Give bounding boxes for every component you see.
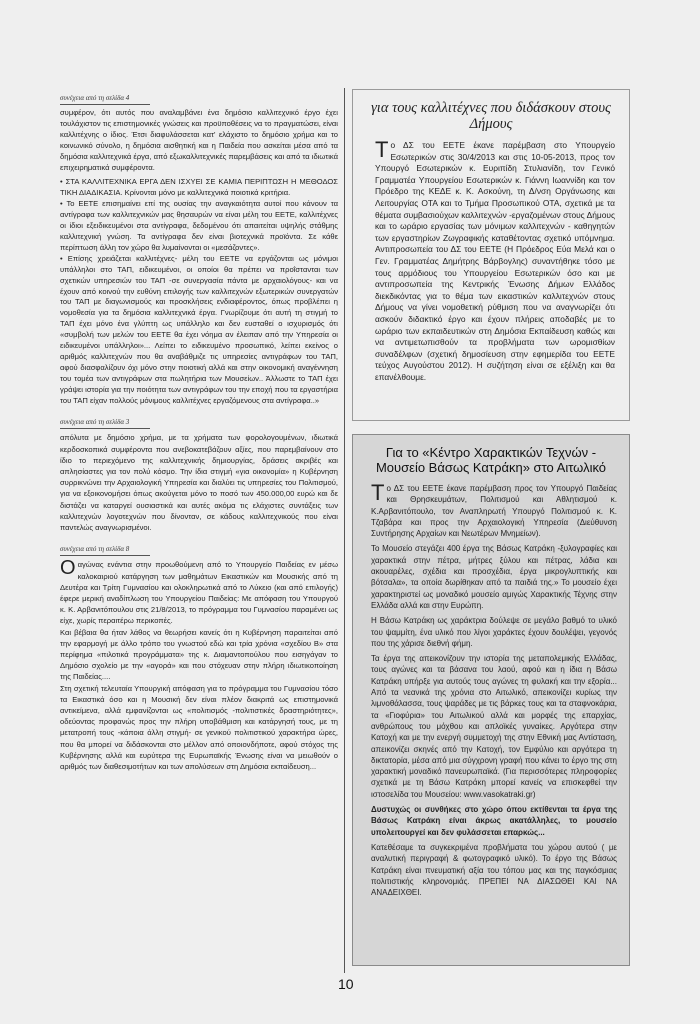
katraki-museum-box: [352, 434, 630, 966]
article2-paragraph: απόλυτα με δημόσιο χρήμα, με τα χρήματα των φορολογουμένων, ιδιωτικά κερδοσκοπικά συμφέροντα που ανεβοκατεβάζουν αξίες, που παρεμβαίνουν στο ίδιο το περιεχόμενο της καλλιτεχνικής δημιουργίας, δράσεις ακριβές και απλησίαστες για τον πολύ κόσμο. Την ίδια στιγμή «για οικονομία» η Κυβέρνηση συρρικνώνει την Αρχαιολογική Υπηρεσία και διαλύει τις υπηρεσίες του Πολιτισμού, για να εξοικονομήσει όπως ακούγεται μόνο το ποσό των 450.000,00 ευρώ και δε διστάζει να καταργεί ουσιαστικά και αυτές ακόμα τις ελάχιστες συντάξεις των καλλιτεχνών λογοτεχνών που δίνονταν, σε κάδους καλλιτεχνικούς που είναι παντελώς αναγνωρισμένοι.: [60, 433, 338, 533]
box-title: για τους καλλιτέχνες που διδάσκουν στους Δήμους: [371, 100, 611, 132]
box-title: Για το «Κέντρο Χαρακτικών Τεχνών - Μουσείο Βάσως Κατράκη» στο Αιτωλικό: [375, 445, 607, 475]
box-paragraph: Κατεθέσαμε τα συγκεκριμένα προβλήματα του χώρου αυτού ( με αναλυτική περιγραφή & φωτογραφικό υλικό). Το έργο της Βάσως Κατράκη είναι πνευματική αξία του τόπου μας και της παγκόσμιας πολιτιστικής κληρονομιάς. ΠΡΕΠΕΙ ΝΑ ΔΙΑΣΩΘΕΙ ΚΑΙ ΝΑ ΑΝΑΔΕΙΧΘΕΙ.: [371, 842, 617, 898]
continued-from-label: συνέχεια από τη σελίδα 3: [60, 418, 150, 429]
article1-paragraph: • Το ΕΕΤΕ επισημαίνει επί της ουσίας την αναγκαιότητα αυτοί που κάνουν τα αντίγραφα των καλλιτεχνικών μας θησαυρών να είναι μέλη του ΕΕΤΕ, καλλιτέχνες οι ίδιοι εξειδικευμένοι στα αντίγραφα, δεδομένου ότι απαιτείται υψηλής στάθμης καλλιτεχνική γνώση. Τα αντίγραφα δεν είναι βιοτεχνικά προϊόντα. Σε κάθε περίπτωση άλλη τον χώρο θα λυμαίνονται οι «μεσάζοντες».: [60, 199, 338, 252]
box-body: Το ΔΣ του ΕΕΤΕ έκανε παρέμβαση προς τον Υπουργό Παιδείας και Θρησκευμάτων, Πολιτισμού και Αθλητισμού κ. Κ.Αρβανιτόπουλο, τον Αναπληρωτή Υπουργό Πολιτισμού κ. Κ. Τζαβάρα και προς την Αρχαιολογική Υπηρεσία (Διεύθυνση Συντήρησης Αρχαίων και Νεωτέρων Μνημείων). Το Μουσείο στεγάζει 400 έργα της Βάσως Κατράκη -ξυλογραφίες και χαρακτικά στην πέτρα, μήτρες ξύλου και πέτρας, λάδια και ακουαρέλες, σχέδια και προσχέδια, έργα μικρογλυπτικής και βότσαλα», τα οποία δωρίθηκαν από τα παιδιά της.» Το μουσείο έχει χαρακτηριστεί ως μοναδικό μουσείο αμιγώς Χαρακτικής Τέχνης στην Ελλάδα αλλά και στην Ευρώπη. Η Βάσω Κατράκη ως χαράκτρια δούλεψε σε μεγάλο βαθμό το υλικό του ψαμμίτη, ένα υλικό που λίγοι χαράκτες έχουν δουλέψει, γεγονός που της χάρισε διεθνή φήμη. Τα έργα της απεικονίζουν την ιστορία της μεταπολεμικής Ελλάδας, τους αγώνες και τα βάσανα του λαού, αφού και η ίδια η Βάσω Κατράκη υπήρξε για αυτούς τους αγώνες τη φυλακή και την εξορία... Από τα νεανικά της χρόνια στο Αιτωλικό, απεικονίζει κυρίως την λιμνοθάλασσα, τους ψαράδες με τις βάρκες τους και τα σταφνοκάρια, τα «Γιοφύρια» του Αιτωλικού αλλά και μορφές της επαρχίας, ανθρώπους του μόχθου και απλοϊκές γυναίκες. Αργότερα στην Κατοχή και με την ενεργή συμμετοχή της στην Εθνική μας Αντίσταση, απεικονίζει σκηνές από την Κατοχή, τον Εμφύλιο και αργότερα τη δικτατορία, μέσα από μια σύγχρονη γραφή που κάνει το έργο της στη χαρακτική μοναδικό πανευρωπαϊκά. (Για περισσότερες πληροφορίες σχετικά με τη Βάσω Κατράκη μπορεί κανείς να επισκεφθεί την ιστοσελίδα του Μουσείου: www.vasokatraki.gr) Δυστυχώς οι συνθήκες στο χώρο όπου εκτίθενται τα έργα της Βάσως Κατράκη είναι άκρως ακατάλληλες, το μουσείο υπολειτουργεί και δεν φυλάσσεται επαρκώς... Κατεθέσαμε τα συγκεκριμένα προβλήματα του χώρου αυτού ( με αναλυτική περιγραφή & φωτογραφικό υλικό). Το έργο της Βάσως Κατράκη είναι πνευματική αξία του τόπου μας και της παγκόσμιας πολιτιστικής κληρονομιάς. ΠΡΕΠΕΙ ΝΑ ΔΙΑΣΩΘΕΙ ΚΑΙ ΝΑ ΑΝΑΔΕΙΧΘΕΙ.: [371, 480, 617, 898]
artists-municipalities-box: [352, 89, 630, 421]
article1-paragraph: • ΣΤΑ ΚΑΛΛΙΤΕΧΝΙΚΑ ΕΡΓΑ ΔΕΝ ΙΣΧΥΕΙ ΣΕ ΚΑΜΙΑ ΠΕΡΙΠΤΩΣΗ Η ΜΕΘΟΔΟΣ ΤΙΚΗ ΔΙΑΔΙΚΑΣΙΑ. Κρίνονται μόνο με καλλιτεχνικά ποιοτικά κριτήρια.: [60, 177, 338, 198]
drop-cap: Τ: [375, 137, 389, 162]
continued-from-label: συνέχεια από τη σελίδα 8: [60, 545, 150, 556]
article3-paragraph: Οαγώνας ενάντια στην προωθούμενη από το Υπουργείο Παιδείας εν μέσω καλοκαιριού κατάργηση των μαθημάτων Εικαστικών και Μουσικής από τη Δευτέρα και Τρίτη Γυμνασίου και ολοκληρωτικά από το Λύκειο (και από επιλογής) έφερε μερική αναδίπλωση του Υπουργείου Παιδείας: Με απόφαση του Υπουργού κ. Κ. Αρβανιτόπουλου στις 21/8/2013, το πρόγραμμα του Γυμνασίου παραμένει ως είχε, χωρίς περαιτέρω περικοπές.: [60, 557, 338, 626]
continued-from-label: συνέχεια από τη σελίδα 4: [60, 94, 150, 105]
box-body: Το ΔΣ του ΕΕΤΕ έκανε παρέμβαση στο Υπουργείο Εσωτερικών στις 30/4/2013 και στις 10-05-2013, προς τον Υπουργό Εσωτερικών κ. Ευριπίδη Στυλιανίδη, τον Γενικό Γραμματέα Υπουργείου Εσωτερικών κ. Γιάννη Ιωαννίδη και τον Πρόεδρο της ΚΕΔΕ κ. Κ. Ασκούνη, τη Δ/νση Οργάνωσης και Λειτουργίας ΟΤΑ και το Τμήμα Προσωπικού ΟΤΑ, σχετικά με τα θέματα συμβασιούχων καλλιτεχνών -εργαζομένων στους Δήμους και το ωράριο εργασίας των μόνιμων καλλιτεχνών - καθηγητών των εργαστηρίων Ζωγραφικής καταθέτοντας σχετικό υπόμνημα. Αντιπροσωπεία του ΔΣ του ΕΕΤΕ (Η Πρόεδρος Εύα Μελά και ο Γεν. Γραμματέας Δημήτρης Βάρβογλης) συναντήθηκε τόσο με τους αρμόδιους του Υπουργείου Εσωτερικών όσο και με αντιπροσωπεία της Κεντρικής Ένωσης Δήμων Ελλάδος διεκδικόντας για το θέμα των εικαστικών καλλιτεχνών στους Δήμους να γίνει νομοθετική ρύθμιση που να αναγνωρίζει ότι ασκούν διδακτικό έργο και έχουν πλήρεις αποδαβές με το ωράριο των εκπαιδευτικών στη Δημόσια Εκπαίδευση καθώς και να αντιμετωπισθούν τα προβλήματα των ωρομισθίων συναδέλφων (σχετική δημοσίευση στην εφημερίδα του ΕΕΤΕ τεύχος Αυγούστου 2012). Η συζήτηση είναι σε εξέλιξη και θα επανέλθουμε.: [375, 137, 615, 382]
drop-cap: Ο: [60, 557, 76, 580]
column-divider: [344, 88, 345, 973]
article1-paragraph: συμφέρον, ότι αυτός που αναλαμβάνει ένα δημόσιο καλλιτεχνικό έργο έχει τουλάχιστον τις επιστημονικές γνώσεις και προϋποθέσεις να το πραγματώσει, είναι καλλιτέχνης ο ίδιος. Έτσι διαφυλάσσεται κατ' ελάχιστο το δημόσιο χρήμα και το κοινωνικό σύνολο, η δημόσια αισθητική και η Παιδεία που ασκείται μέσα από τα δημόσια καλλιτεχνικά έργα, από εξωκαλλιτεχνικές παρεμβάσεις και από τα ιδιωτικά επιχειρηματικά συμφέροντα.: [60, 108, 338, 172]
drop-cap: Τ: [371, 480, 385, 505]
box-paragraph: Τα έργα της απεικονίζουν την ιστορία της μεταπολεμικής Ελλάδας, τους αγώνες και τα βάσανα του λαού, αφού και η ίδια η Βάσω Κατράκη υπήρξε για αυτούς τους αγώνες τη φυλακή και την εξορία... Από τα νεανικά της χρόνια στο Αιτωλικό, απεικονίζει κυρίως την λιμνοθάλασσα, τους ψαράδες με τις βάρκες τους και τα σταφνοκάρια, τα «Γιοφύρια» του Αιτωλικού αλλά και μορφές της επαρχίας, ανθρώπους του μόχθου και απλοϊκές γυναίκες. Αργότερα στην Κατοχή και με την ενεργή συμμετοχή της στην Εθνική μας Αντίσταση, απεικονίζει σκηνές από την Κατοχή, τον Εμφύλιο και αργότερα τη δικτατορία, μέσα από μια σύγχρονη γραφή που κάνει το έργο της στη χαρακτική μοναδικό πανευρωπαϊκά. (Για περισσότερες πληροφορίες σχετικά με τη Βάσω Κατράκη μπορεί κανείς να επισκεφθεί την ιστοσελίδα του Μουσείου: www.vasokatraki.gr): [371, 654, 617, 799]
article1-paragraph: • Επίσης χρειάζεται καλλιτέχνες- μέλη του ΕΕΤΕ να εργάζονται ως μόνιμοι υπάλληλοι στο ΤΑΠ, ειδικευμένοι, οι οποίοι θα πρέπει να προΐστανται των σχετικών υπηρεσιών του ΤΑΠ -σε συνεργασία πάντα με αρχαιολόγους- και να έχουν από κοινού την ευθύνη επιλογής των καλλιτεχνών εξωτερικών συνεργατών του ΤΑΠ με διαγωνισμούς και προσκλήσεις ενδιαφέροντος, όπως προβλέπει η νομοθεσία για τα δημόσια καλλιτεχνικά έργα. Γνωρίζουμε ότι αυτή τη στιγμή το ΤΑΠ έχει μόνο ένα γλύπτη ως υπάλληλο και δεν ευσταθεί ο ισχυρισμός ότι «συμβολή των μελών του ΕΕΤΕ θα έχει νόημα αν έλειπαν από την Υπηρεσία οι ειδικευμένοι υπάλληλοι»... Λείπει το ειδικευμένο προσωπικό, λείπει εκείνος ο αριθμός καλλιτεχνών που θα αναβάθμιζε τις υπηρεσίες αντιγράφων του ΤΑΠ, αφού διασφαλίζουν όχι μόνο στην ποιοτική αλλά και στην οικονομική αναγέννηση του τομέα των αντιγράφων στα πωλητήρια των Μουσείων.. Άλλωστε το ΤΑΠ έχει γράψει ιστορία για την ποιότητα των αντιγράφων του την εποχή που τα εργαστήρια του ΤΑΠ είχαν πολλούς μόνιμους καλλιτέχνες εργαζόμενους στα αντίγραφα..»: [60, 253, 338, 405]
box-paragraph: Το Μουσείο στεγάζει 400 έργα της Βάσως Κατράκη -ξυλογραφίες και χαρακτικά στην πέτρα, μήτρες ξύλου και πέτρας, λάδια και ακουαρέλες, σχέδια και προσχέδια, έργα μικρογλυπτικής και βότσαλα», τα οποία δωρίθηκαν από τα παιδιά της.» Το μουσείο έχει χαρακτηριστεί ως μοναδικό μουσείο αμιγώς Χαρακτικής Τέχνης στην Ελλάδα αλλά και στην Ευρώπη.: [371, 544, 617, 610]
left-column: [60, 90, 338, 772]
article3-paragraph: Στη σχετική τελευταία Υπουργική απόφαση για το πρόγραμμα του Γυμνασίου τόσο τα Εικαστικά όσο και η Μουσική δεν είναι πλέον διακριτά ως επιστημονικά αντικείμενα, αλλά εμφανίζονται ως «πολιτισμός -πολιτιστικές δραστηριότητες», οδεύοντας προφανώς προς την πλήρη υποβάθμιση και κατάργησή τους, με τη μετατροπή τους -κάποια άλλη στιγμή- σε γενικού πολιτιστικού χαρακτήρα ώρες, που θα μπορεί να διδάσκονται στο μέλλον από οποιονδήποτε, αφού στόχος της Κυβέρνησης αλλά και ευρύτερα της Ευρωπαϊκής Ένωσης είναι να μειωθούν ο αριθμός των διαθεσιμοτήτων και των απολύσεων στη Δημόσια εκπαίδευση...: [60, 683, 338, 771]
box-paragraph-bold: Δυστυχώς οι συνθήκες στο χώρο όπου εκτίθενται τα έργα της Βάσως Κατράκη είναι άκρως ακατάλληλες, το μουσείο υπολειτουργεί και δεν φυλάσσεται επαρκώς...: [371, 805, 617, 837]
page-number: 10: [338, 976, 354, 992]
article3-paragraph: Και βέβαια θα ήταν λάθος να θεωρήσει κανείς ότι η Κυβέρνηση παραιτείται από την εφαρμογή με άλλο τρόπο του γνωστού εδώ και τρία χρόνια «σχεδίου Β» στα περίφημα «πιλοτικά προγράμματα» της κ. Διαμαντοπούλου που εισηγάγαν το Δημόσιο σχολείο με την «αγορά» και που στόχευαν στην πλήρη ιδιωτικοποίηση της Παιδείας....: [60, 627, 338, 682]
box-paragraph: Η Βάσω Κατράκη ως χαράκτρια δούλεψε σε μεγάλο βαθμό το υλικό του ψαμμίτη, ένα υλικό που λίγοι χαράκτες έχουν δουλέψει, γεγονός που της χάρισε διεθνή φήμη.: [371, 616, 617, 648]
